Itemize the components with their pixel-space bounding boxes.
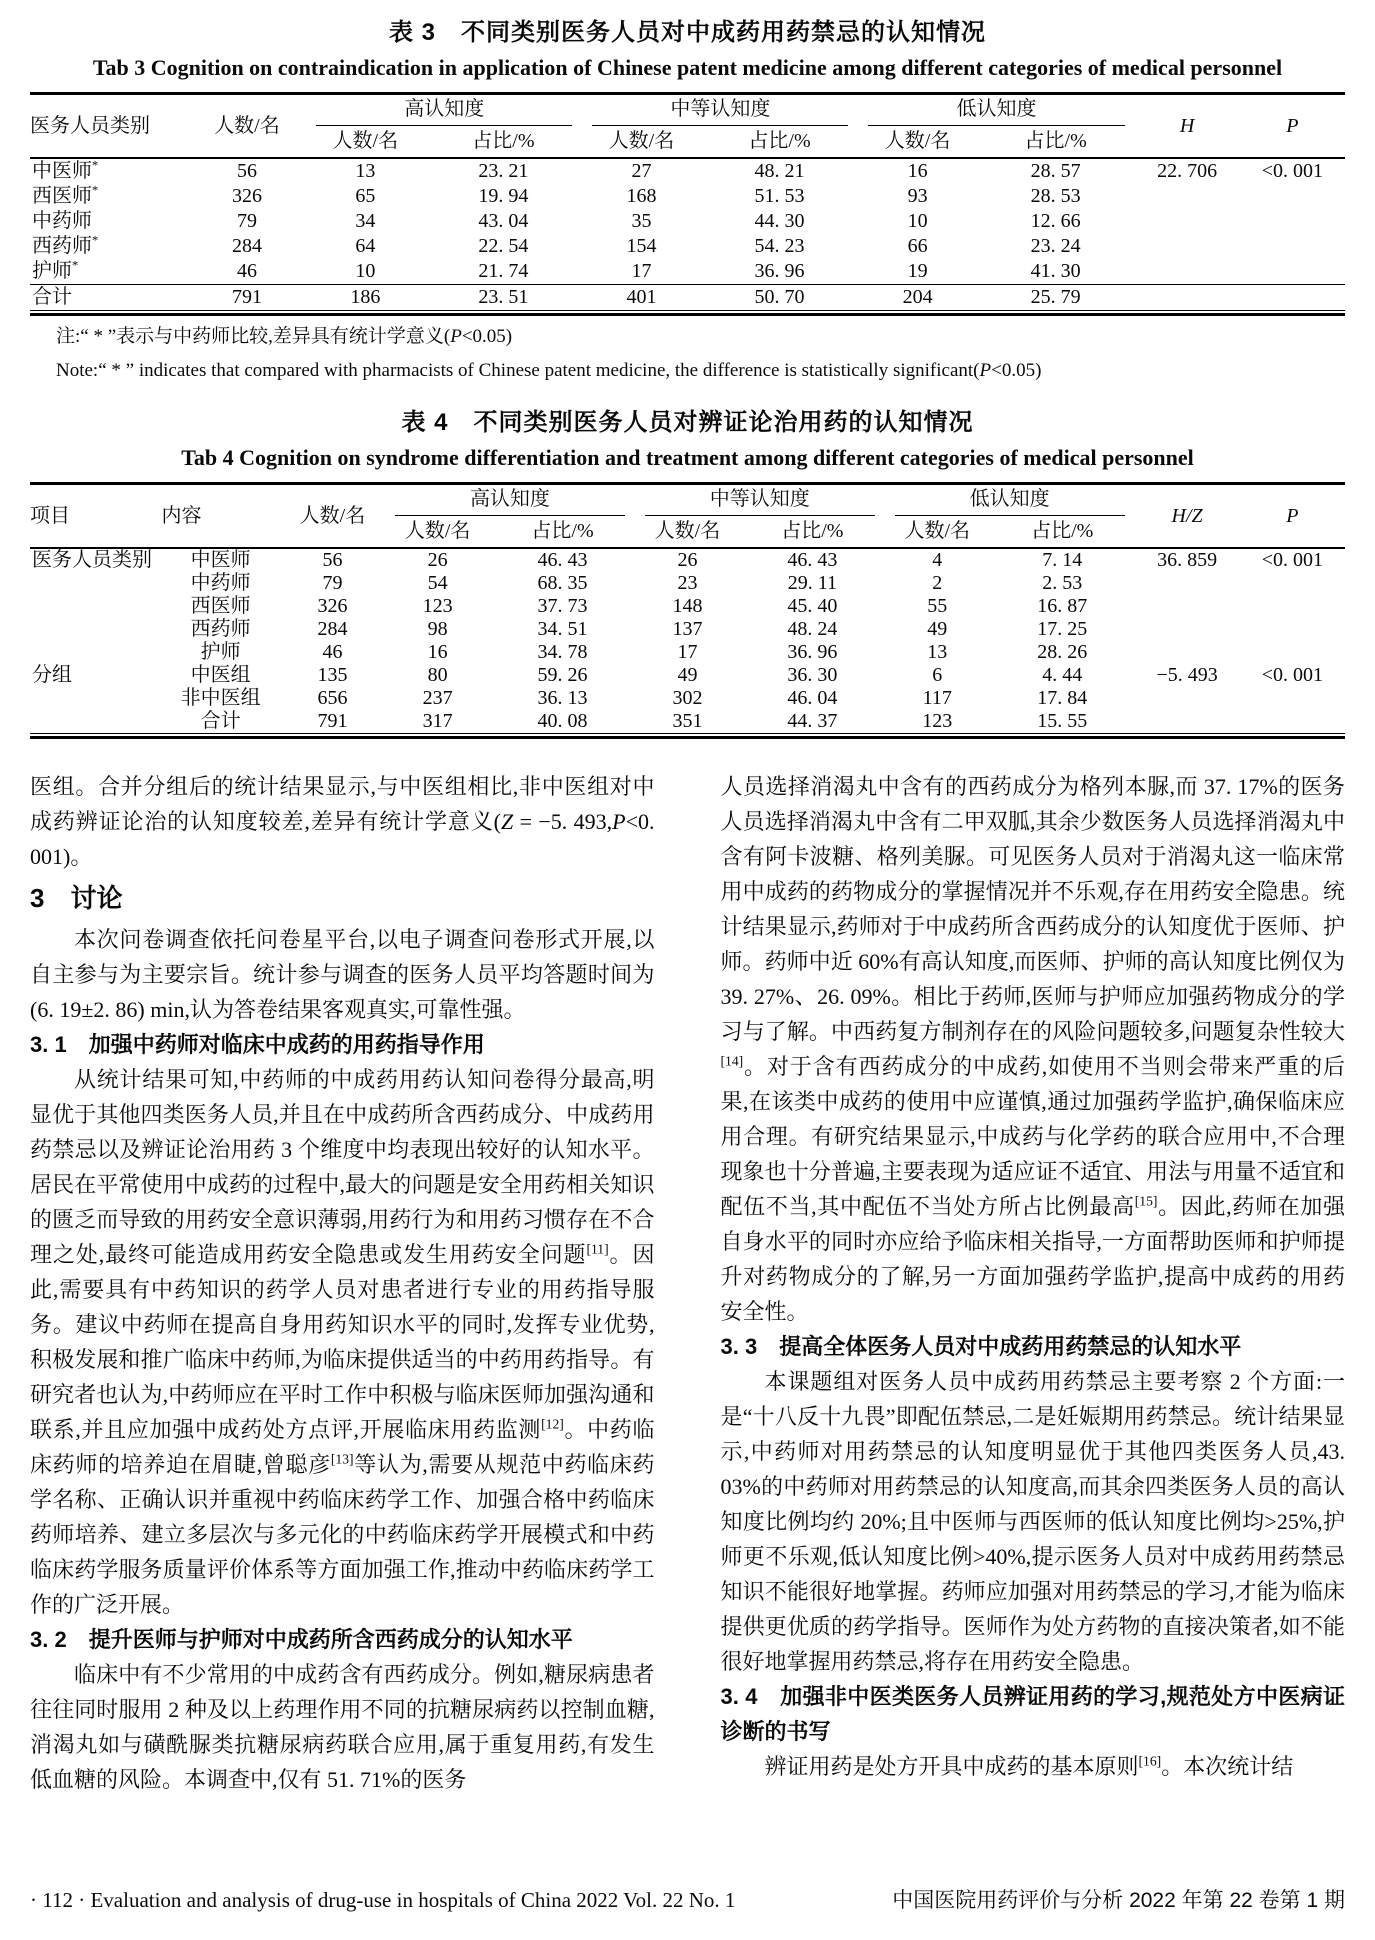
cell: 50. 70 (701, 285, 859, 311)
table3-note-en: Note:“ * ” indicates that compared with pharmacists of Chinese patent medicine, the difference is statistically significant(P<0.05) (56, 360, 1042, 381)
reference-superscript: * (92, 158, 99, 173)
table3-header (30, 94, 1345, 159)
cell: 合计 (162, 710, 280, 734)
cell (1135, 687, 1240, 710)
cell: 48. 24 (787, 618, 838, 640)
reference-superscript: * (92, 233, 99, 248)
cell: 49 (677, 664, 698, 686)
cell: 23. 21 (478, 160, 529, 182)
italic-symbol: P (450, 326, 462, 347)
cell: 123 (885, 710, 990, 734)
cell: 26 (427, 549, 448, 571)
section-heading: 3. 3 提高全体医务人员对中成药用药禁忌的认知水平 (720, 1334, 1242, 1359)
cell: 17. 84 (1037, 687, 1088, 709)
cell (1135, 641, 1240, 664)
cell: 中医师 (190, 549, 251, 571)
cell: 46. 43 (537, 549, 588, 571)
table-row (30, 572, 1345, 595)
table-row (30, 209, 1345, 234)
col-group-medium (635, 484, 885, 517)
cell (1135, 595, 1240, 618)
cell (1240, 184, 1345, 209)
col-header-n: 人数/名 (280, 484, 385, 549)
cell (30, 572, 162, 595)
cell: 16. 87 (1037, 595, 1088, 617)
cell (1240, 595, 1345, 618)
subcol-header-pct: 占比/% (490, 516, 635, 548)
col-group-low (858, 94, 1134, 127)
group-label-high: 高认知度 (316, 96, 572, 126)
cell: 55 (927, 595, 948, 617)
cell: 19. 94 (478, 185, 529, 207)
cell: 148 (672, 595, 703, 617)
table3-body (30, 158, 1345, 311)
cell: 401 (582, 285, 700, 311)
cell (1135, 710, 1240, 734)
cell: 186 (306, 285, 424, 311)
subcol-header-n: 人数/名 (885, 516, 990, 548)
table4-title-en: Tab 4 Cognition on syndrome differentiation and treatment among different categories of medical personnel (181, 445, 1194, 470)
reference-superscript: * (92, 183, 99, 198)
table-row (30, 710, 1345, 734)
cell: 16 (427, 641, 448, 663)
table-3 (30, 92, 1345, 311)
cell (1240, 285, 1345, 311)
cell: 4 (932, 549, 943, 571)
col-header-category: 医务人员类别 (30, 94, 188, 159)
cell: 80 (427, 664, 448, 686)
subcol-header-n: 人数/名 (306, 126, 424, 158)
cell: 36. 96 (754, 260, 805, 282)
italic-symbol: P (979, 360, 992, 381)
cell: 27 (631, 160, 652, 182)
cell: 49 (927, 618, 948, 640)
cell: 6 (932, 664, 943, 686)
table4-header (30, 484, 1345, 549)
cell: 137 (672, 618, 703, 640)
cell: 326 (231, 185, 262, 207)
paragraph: 从统计结果可知,中药师的中成药用药认知问卷得分最高,明显优于其他四类医务人员,并且在中成药所含西药成分、中成药用药禁忌以及辨证论治用药 3 个维度中均表现出较好的认知水平。居民在平常使用中成药的过程中,最大的问题是安全用药相关知识的匮乏而导致的用药安全意识薄弱,用药行为和用药习惯存在不合理之处,最终可能造成用药安全隐患或发生用药安全问题[11]。因此,需要具有中药知识的药学人员对患者进行专业的用药指导服务。建议中药师在提高自身用药知识水平的同时,发挥专业优势,积极发展和推广临床中药师,为临床提供适当的中药用药指导。有研究者也认为,中药师应在平时工作中积极与临床医师加强沟通和联系,并且应加强中成药处方点评,开展临床用药监测[12]。中药临床药师的培养迫在眉睫,曾聪彦[13]等认为,需要从规范中药临床药学名称、正确认识并重视中药临床药学工作、加强合格中药临床药师培养、建立多层次与多元化的中药临床药学开展模式和中药临床药学服务质量评价体系等方面加强工作,推动中药临床药学工作的广泛开展。 (30, 1067, 655, 1617)
col-header-item: 项目 (30, 484, 162, 549)
section-heading: 3 讨论 (30, 883, 123, 913)
cell: 51. 53 (754, 185, 805, 207)
col-header-H: H (1135, 94, 1240, 159)
cell (1240, 641, 1345, 664)
cell: 西药师 (190, 618, 251, 640)
cell: 117 (922, 687, 952, 709)
cell: 22. 54 (478, 235, 529, 257)
paragraph: 本次问卷调查依托问卷星平台,以电子调查问卷形式开展,以自主参与为主要宗旨。统计参与调查的医务人员平均答题时间为(6. 19±2. 86) min,认为答卷结果客观真实,可靠性强。 (30, 927, 655, 1022)
table3-title-en: Tab 3 Cognition on contraindication in application of Chinese patent medicine among different categories of medical personnel (92, 55, 1283, 80)
cell (1240, 259, 1345, 285)
text-column-right (721, 769, 1346, 1797)
cell: 34 (355, 210, 376, 232)
reference-superscript: [11] (586, 1241, 609, 1257)
cell: 25. 79 (977, 285, 1135, 311)
reference-superscript: [13] (330, 1451, 354, 1467)
col-header-P: P (1240, 94, 1345, 159)
cell: 46. 04 (787, 687, 838, 709)
col-group-high (385, 484, 635, 517)
cell: 10 (355, 260, 376, 282)
cell: 19 (907, 260, 928, 282)
cell: 48. 21 (754, 160, 805, 182)
cell: 26 (677, 549, 698, 571)
cell: 54 (427, 572, 448, 594)
cell: 123 (422, 595, 453, 617)
cell (1135, 285, 1240, 311)
table-row (30, 158, 1345, 184)
table-row (30, 285, 1345, 311)
cell: 41. 30 (1030, 260, 1081, 282)
cell: 2. 53 (1042, 572, 1083, 594)
cell: 12. 66 (1030, 210, 1081, 232)
reference-superscript: [15] (1134, 1193, 1158, 1209)
cell: 28. 57 (1030, 160, 1081, 182)
table3-note-zh: 注:“ * ”表示与中药师比较,差异具有统计学意义(P<0.05) (56, 326, 513, 347)
cell: 13 (355, 160, 376, 182)
paragraph: 本课题组对医务人员中成药用药禁忌主要考察 2 个方面:一是“十八反十九畏”即配伍禁忌,二是妊娠期用药禁忌。统计结果显示,中药师对用药禁忌的认知度明显优于其他四类医务人员,43. 03%的中药师对用药禁忌的认知度高,而其余四类医务人员的高认知度比例均约 20%;且中医师与西医师的低认知度比例均>25%,护师更不乐观,低认知度比例>40%,提示医务人员对中成药用药禁忌知识不能很好地掌握。药师应加强对用药禁忌的学习,才能为临床提供更优质的药学指导。医师作为处方药物的直接决策者,如不能很好地掌握用药禁忌,将存在用药安全隐患。 (720, 1369, 1345, 1674)
cell: 中药师 (32, 210, 92, 232)
page-footer (30, 1884, 1345, 1914)
cell: 15. 55 (990, 710, 1135, 734)
cell: 791 (188, 285, 306, 311)
footer-left: · 112 · Evaluation and analysis of drug-use in hospitals of China 2022 Vol. 22 No. 1 (30, 1888, 736, 1912)
cell: 21. 74 (478, 260, 529, 282)
cell: 284 (317, 618, 348, 640)
cell (1240, 209, 1345, 234)
cell: 17. 25 (1037, 618, 1088, 640)
cell: 64 (355, 235, 376, 257)
cell: 154 (626, 235, 657, 257)
col-group-low (885, 484, 1135, 517)
cell: 65 (355, 185, 376, 207)
body-columns (30, 769, 1345, 1797)
table3-title-zh: 表 3 不同类别医务人员对中成药用药禁忌的认知情况 (388, 19, 986, 46)
cell: 79 (236, 210, 257, 232)
cell: 16 (907, 160, 928, 182)
cell: 56 (236, 160, 257, 182)
cell: 13 (927, 641, 948, 663)
cell (1135, 209, 1240, 234)
cell: 79 (322, 572, 343, 594)
section-heading: 3. 4 加强非中医类医务人员辨证用药的学习,规范处方中医病证诊断的书写 (720, 1684, 1345, 1744)
subcol-header-pct: 占比/% (740, 516, 885, 548)
cell: 46 (236, 260, 257, 282)
cell (1240, 572, 1345, 595)
cell: 护师 (200, 641, 241, 663)
cell: 23 (677, 572, 698, 594)
col-header-content: 内容 (162, 484, 280, 549)
cell: 204 (858, 285, 976, 311)
group-label-medium: 中等认知度 (592, 96, 848, 126)
cell: 791 (280, 710, 385, 734)
table-row (30, 234, 1345, 259)
cell: <0. 001 (1261, 664, 1323, 686)
cell: 非中医组 (180, 687, 261, 709)
cell: 36. 859 (1157, 549, 1218, 571)
table-row (30, 259, 1345, 285)
cell: 59. 26 (537, 664, 588, 686)
cell (1135, 184, 1240, 209)
cell: 326 (317, 595, 348, 617)
col-group-high (306, 94, 582, 127)
cell (1240, 234, 1345, 259)
cell (1135, 259, 1240, 285)
cell: 43. 04 (478, 210, 529, 232)
cell: 28. 26 (1037, 641, 1088, 663)
cell: 7. 14 (1042, 549, 1083, 571)
col-header-n: 人数/名 (188, 94, 306, 159)
col-header-HZ: H/Z (1135, 484, 1240, 549)
table-row (30, 641, 1345, 664)
group-label-low: 低认知度 (895, 486, 1125, 516)
cell: 66 (907, 235, 928, 257)
subcol-header-pct: 占比/% (701, 126, 859, 158)
cell (1135, 572, 1240, 595)
cell (1135, 618, 1240, 641)
cell: 93 (907, 185, 928, 207)
cell (1135, 234, 1240, 259)
cell: 4. 44 (1042, 664, 1083, 686)
cell: 28. 53 (1030, 185, 1081, 207)
reference-superscript: * (72, 258, 79, 273)
cell: 135 (317, 664, 348, 686)
subcol-header-n: 人数/名 (582, 126, 700, 158)
cell: 29. 11 (787, 572, 837, 594)
cell (30, 710, 162, 734)
cell: 44. 37 (740, 710, 885, 734)
table-row (30, 595, 1345, 618)
text-column-left (30, 769, 655, 1797)
cell: 45. 40 (787, 595, 838, 617)
subcol-header-n: 人数/名 (635, 516, 740, 548)
cell: 23. 51 (424, 285, 582, 311)
cell: 34. 51 (537, 618, 588, 640)
paragraph: 辨证用药是处方开具中成药的基本原则[16]。本次统计结 (764, 1753, 1294, 1779)
table4-wrap (30, 482, 1345, 739)
section-heading: 3. 2 提升医师与护师对中成药所含西药成分的认知水平 (30, 1627, 573, 1652)
cell: <0. 001 (1261, 160, 1324, 182)
table-row (30, 548, 1345, 572)
cell: 10 (907, 210, 928, 232)
table-row (30, 687, 1345, 710)
table-row (30, 664, 1345, 687)
cell: 西医师* (32, 183, 99, 207)
cell (30, 641, 162, 664)
cell (30, 687, 162, 710)
cell: 237 (422, 687, 453, 709)
reference-superscript: [12] (541, 1416, 564, 1432)
cell (1240, 687, 1345, 710)
cell: 46 (322, 641, 343, 663)
cell (1240, 618, 1345, 641)
italic-symbol: Z (500, 809, 514, 834)
cell: 317 (385, 710, 490, 734)
cell: 西药师* (32, 233, 99, 257)
paragraph: 医组。合并分组后的统计结果显示,与中医组相比,非中医组对中成药辨证论治的认知度较差,差异有统计学意义(Z = −5. 493,P<0. 001)。 (30, 774, 655, 869)
col-group-medium (582, 94, 858, 127)
group-label-medium: 中等认知度 (645, 486, 875, 516)
cell: 23. 24 (1030, 235, 1081, 257)
cell: 168 (626, 185, 657, 207)
subcol-header-pct: 占比/% (977, 126, 1135, 158)
cell (30, 618, 162, 641)
cell: <0. 001 (1261, 549, 1323, 571)
subcol-header-pct: 占比/% (424, 126, 582, 158)
cell: 36. 30 (787, 664, 838, 686)
cell: 2 (932, 572, 943, 594)
col-header-P: P (1240, 484, 1345, 549)
italic-symbol: P (612, 809, 626, 834)
table-row (30, 618, 1345, 641)
cell: 22. 706 (1157, 160, 1218, 182)
subcol-header-pct: 占比/% (990, 516, 1135, 548)
cell: 中医师* (32, 158, 99, 182)
table4-body (30, 548, 1345, 734)
cell: 17 (677, 641, 698, 663)
table3-wrap (30, 92, 1345, 316)
table-row (30, 184, 1345, 209)
cell: 98 (427, 618, 448, 640)
cell: 56 (322, 549, 343, 571)
footer-right: 中国医院用药评价与分析 2022 年第 22 卷第 1 期 (892, 1889, 1345, 1912)
cell: 合计 (30, 285, 188, 311)
paragraph: 人员选择消渴丸中含有的西药成分为格列本脲,而 37. 17%的医务人员选择消渴丸中含有二甲双胍,其余少数医务人员选择消渴丸中含有阿卡波糖、格列美脲。可见医务人员对于消渴丸这一临床常用中成药的药物成分的掌握情况并不乐观,存在用药安全隐患。统计结果显示,药师对于中成药所含西药成分的认知度优于医师、护师。药师中近 60%有高认知度,而医师、护师的高认知度比例仅为 39. 27%、26. 09%。相比于药师,医师与护师应加强药物成分的学习与了解。中西药复方制剂存在的风险问题较多,问题复杂性较大[14]。对于含有西药成分的中成药,如使用不当则会带来严重的后果,在该类中成药的使用中应谨慎,通过加强药学监护,确保临床应用合理。有研究结果显示,中成药与化学药的联合应用中,不合理现象也十分普遍,主要表现为适应证不适宜、用法与用量不适宜和配伍不当,其中配伍不当处方所占比例最高[15]。因此,药师在加强自身水平的同时亦应给予临床相关指导,一方面帮助医师和护师提升对药物成分的了解,另一方面加强药学监护,提高中成药的用药安全性。 (720, 774, 1345, 1324)
cell: 医务人员类别 (32, 549, 152, 571)
cell: 35 (631, 210, 652, 232)
cell: 中医组 (190, 664, 251, 686)
cell: 36. 96 (787, 641, 838, 663)
subcol-header-n: 人数/名 (858, 126, 976, 158)
cell: 17 (631, 260, 652, 282)
cell: 656 (317, 687, 348, 709)
paragraph: 临床中有不少常用的中成药含有西药成分。例如,糖尿病患者往往同时服用 2 种及以上药理作用不同的抗糖尿病药以控制血糖,消渴丸如与磺酰脲类抗糖尿病药联合应用,属于重复用药,有发生低血糖的风险。本调查中,仅有 51. 71%的医务 (30, 1662, 655, 1792)
reference-superscript: [16] (1138, 1753, 1162, 1769)
group-label-high: 高认知度 (395, 486, 625, 516)
cell: 44. 30 (754, 210, 805, 232)
cell: 54. 23 (754, 235, 805, 257)
cell: 284 (231, 235, 262, 257)
cell (30, 595, 162, 618)
cell: 分组 (32, 664, 72, 686)
cell: 68. 35 (537, 572, 588, 594)
table-4 (30, 482, 1345, 734)
cell: 40. 08 (490, 710, 635, 734)
cell: 46. 43 (787, 549, 838, 571)
section-heading: 3. 1 加强中药师对临床中成药的用药指导作用 (30, 1032, 485, 1057)
cell: 护师* (32, 258, 79, 282)
subcol-header-n: 人数/名 (385, 516, 490, 548)
group-label-low: 低认知度 (868, 96, 1124, 126)
cell (1240, 710, 1345, 734)
reference-superscript: [14] (720, 1053, 744, 1069)
cell: 37. 73 (537, 595, 588, 617)
cell: −5. 493 (1156, 664, 1218, 686)
cell: 36. 13 (537, 687, 588, 709)
table4-title-zh: 表 4 不同类别医务人员对辨证论治用药的认知情况 (401, 409, 974, 436)
cell: 西医师 (190, 595, 251, 617)
cell: 351 (635, 710, 740, 734)
cell: 中药师 (190, 572, 251, 594)
cell: 302 (672, 687, 703, 709)
cell: 34. 78 (537, 641, 588, 663)
